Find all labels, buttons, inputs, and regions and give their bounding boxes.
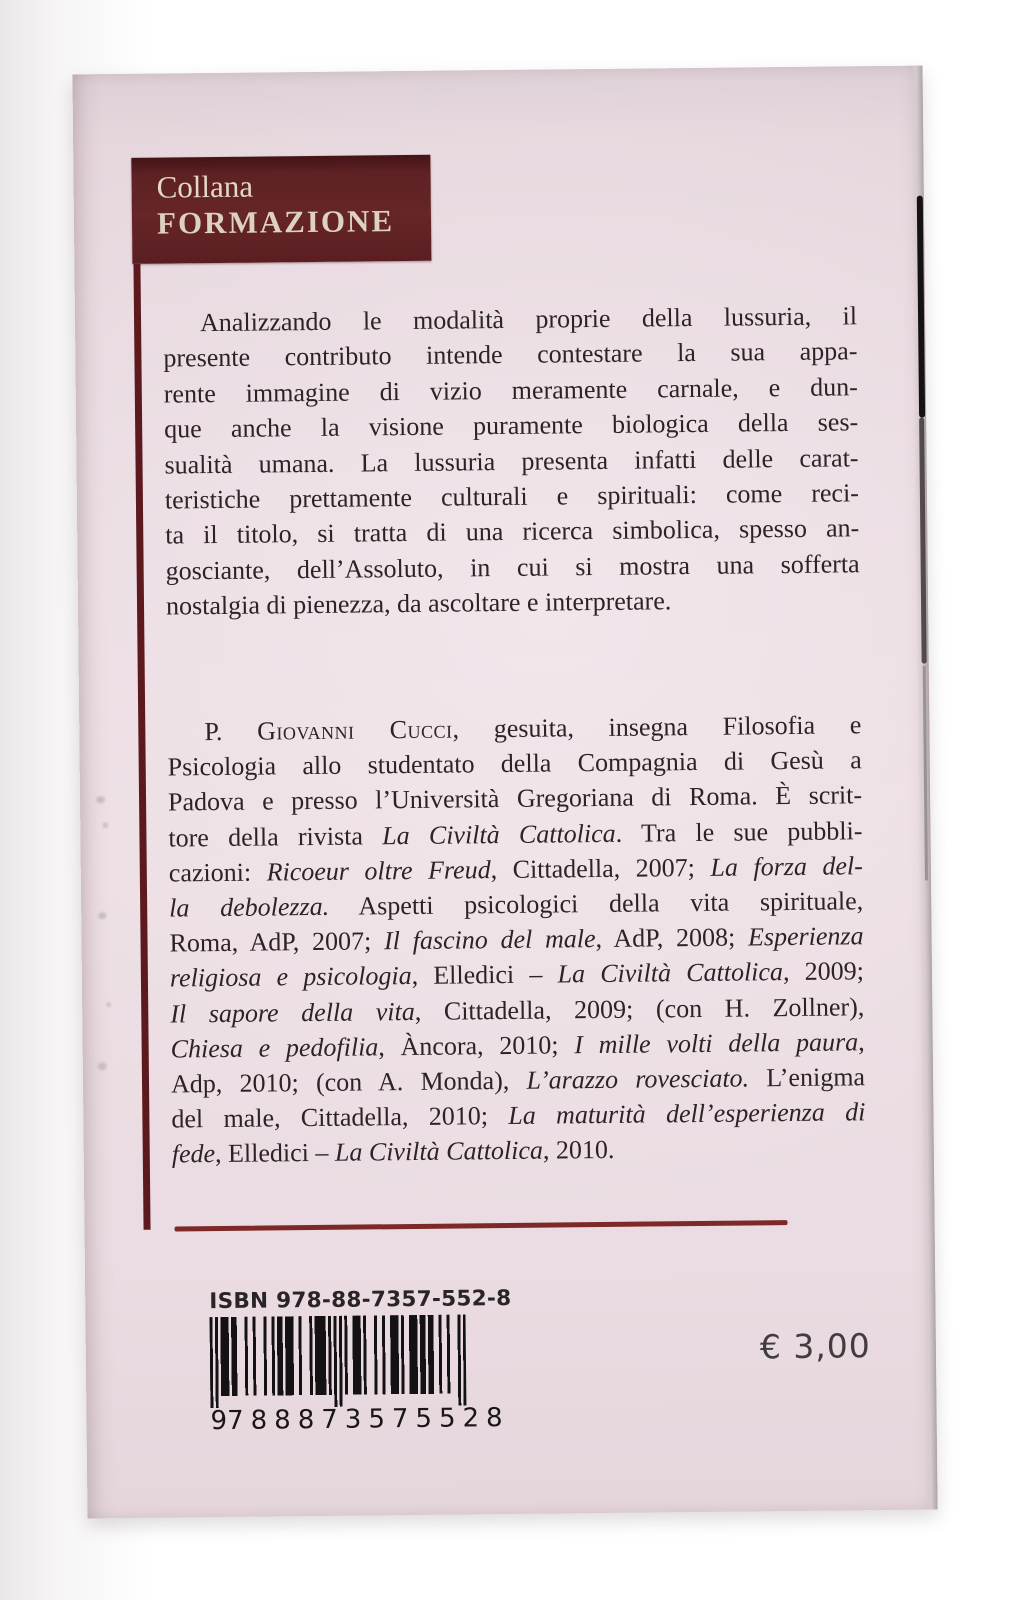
text-line: Psicologia allo studentato della Compagnia di Gesù a <box>167 745 862 782</box>
collana-box <box>131 155 431 264</box>
smudge-mark <box>106 1002 111 1007</box>
text-line: presente contributo intende contestare la sua appa- <box>163 336 858 373</box>
text-line: sualità umana. La lussuria presenta infatti delle carat- <box>164 442 859 480</box>
author-bio-paragraph <box>167 707 866 1172</box>
text-line: P. Giovanni Cucci, gesuita, insegna Filosofia e <box>204 710 862 747</box>
text-line: Padova e presso l’Università Gregoriana di Roma. È scrit- <box>167 780 863 817</box>
blurb-paragraph <box>163 298 860 624</box>
text-line: Il sapore della vita, Cittadella, 2009; (con H. Zollner), <box>170 991 865 1029</box>
text-line: cazioni: Ricoeur oltre Freud, Cittadella, 2007; La forza del- <box>168 851 863 888</box>
text-line: fede, Elledici – La Civiltà Cattolica, 2010. <box>171 1135 615 1169</box>
isbn-label: ISBN 978-88-7357-552-8 <box>209 1285 512 1315</box>
smudge-mark <box>98 912 106 919</box>
text-line: Roma, AdP, 2007; Il fascino del male, AdP, 2008; Esperienza <box>169 921 864 958</box>
collana-label: Collana <box>156 168 254 205</box>
text-line: rente immagine di vizio meramente carnale, e dun- <box>163 372 858 409</box>
barcode-digits <box>210 1402 510 1437</box>
barcode-digits-left: 788873 <box>226 1404 369 1436</box>
smudge-mark <box>96 796 105 803</box>
text-line: Adp, 2010; (con A. Monda), L’arazzo rovesciato. L’enigma <box>170 1062 866 1099</box>
text-line: teristiche prettamente culturali e spirituali: come reci- <box>164 478 860 515</box>
text-line: Analizzando le modalità proprie della lussuria, il <box>199 301 858 338</box>
book-back-cover <box>72 66 937 1519</box>
barcode-digit-first: 9 <box>210 1405 228 1437</box>
ean13-barcode <box>209 1314 466 1409</box>
price-label: € 3,00 <box>759 1326 871 1367</box>
series-name: FORMAZIONE <box>156 203 395 241</box>
isbn-block <box>209 1285 512 1437</box>
text-line: la debolezza. Aspetti psicologici della vita spirituale, <box>169 886 864 923</box>
text-line: que anche la visione puramente biologica della ses- <box>164 407 859 444</box>
horizontal-rule <box>175 1220 788 1231</box>
text-line: religiosa e psicologia, Elledici – La Civiltà Cattolica, 2009; <box>169 956 865 993</box>
text-line: nostalgia di pienezza, da ascoltare e interpretare. <box>165 586 672 621</box>
smudge-mark <box>98 1062 107 1070</box>
vertical-rule <box>133 264 150 1230</box>
text-line: del male, Cittadella, 2010; La maturità dell’esperienza di <box>171 1097 866 1134</box>
barcode-digits-right: 575528 <box>368 1402 510 1435</box>
text-line: Chiesa e pedofilia, Àncora, 2010; I mille volti della paura, <box>170 1026 865 1064</box>
text-line: ta il titolo, si tratta di una ricerca simbolica, spesso an- <box>165 513 860 550</box>
smudge-mark <box>102 822 108 828</box>
text-line: gosciante, dell’Assoluto, in cui si mostra una sofferta <box>165 549 860 586</box>
text-line: tore della rivista La Civiltà Cattolica. Tra le sue pubbli- <box>168 815 863 853</box>
